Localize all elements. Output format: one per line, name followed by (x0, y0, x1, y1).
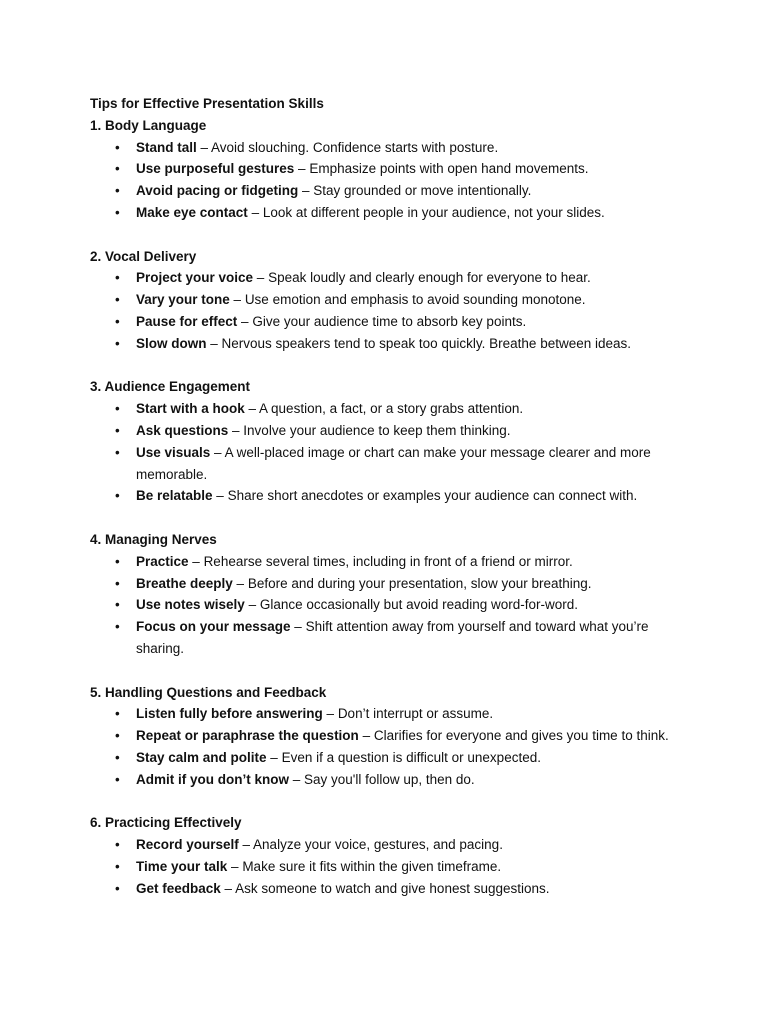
item-description: Before and during your presentation, slow your breathing. (247, 575, 592, 591)
bullet-list (90, 398, 700, 507)
item-description: Involve your audience to keep them thinking. (243, 422, 511, 438)
list-item (90, 551, 700, 573)
list-item (90, 158, 700, 180)
item-description: Ask someone to watch and give honest suggestions. (235, 880, 550, 896)
item-description: Stay grounded or move intentionally. (313, 183, 532, 199)
item-dash: – (229, 292, 245, 308)
item-description: A well-placed image or chart can make your message clearer and more memorable. (136, 444, 651, 482)
item-description: Give your audience time to absorb key points. (252, 313, 527, 329)
section (90, 682, 700, 791)
item-dash: – (206, 335, 222, 351)
item-description: Shift attention away from yourself and toward what you’re sharing. (136, 619, 649, 656)
item-term: Use notes wisely (136, 597, 245, 613)
bullet-list (90, 703, 700, 790)
section-heading: 5. Handling Questions and Feedback (90, 684, 327, 700)
list-item (90, 856, 700, 878)
bullet-icon: • (115, 749, 120, 765)
item-term: Pause for effect (136, 313, 238, 329)
item-term: Be relatable (136, 488, 213, 504)
bullet-icon: • (115, 488, 120, 504)
item-description: Nervous speakers tend to speak too quickly. Breathe between ideas. (221, 335, 632, 351)
list-item (90, 202, 700, 224)
item-dash: – (288, 771, 304, 787)
item-term: Listen fully before answering (136, 706, 323, 722)
item-description: Analyze your voice, gestures, and pacing. (253, 837, 503, 853)
item-dash: – (232, 575, 248, 591)
item-dash: – (290, 619, 306, 635)
item-description: Rehearse several times, including in front of a friend or mirror. (203, 553, 573, 569)
item-term: Project your voice (136, 270, 254, 286)
list-item (90, 616, 700, 660)
item-dash: – (210, 444, 225, 460)
list-item (90, 769, 700, 791)
item-dash: – (228, 422, 244, 438)
item-description: Avoid slouching. Confidence starts with posture. (211, 139, 499, 155)
item-dash: – (298, 183, 314, 199)
item-dash: – (244, 401, 260, 417)
section (90, 115, 700, 224)
item-term: Focus on your message (136, 619, 291, 635)
item-description: Use emotion and emphasis to avoid sounding monotone. (244, 292, 586, 308)
item-description: Glance occasionally but avoid reading word-for-word. (259, 597, 578, 613)
item-description: Emphasize points with open hand movements. (309, 161, 589, 177)
bullet-list (90, 137, 700, 224)
bullet-icon: • (115, 183, 120, 199)
sections-container (90, 115, 700, 900)
item-dash: – (227, 858, 243, 874)
list-item (90, 267, 700, 289)
item-dash: – (322, 706, 338, 722)
bullet-icon: • (115, 597, 120, 613)
item-dash: – (237, 313, 253, 329)
document-title: Tips for Effective Presentation Skills (90, 96, 324, 111)
list-item (90, 725, 700, 747)
section (90, 246, 700, 355)
list-item (90, 311, 700, 333)
bullet-icon: • (115, 161, 120, 177)
bullet-icon: • (115, 706, 120, 722)
section (90, 529, 700, 660)
bullet-icon: • (115, 444, 120, 460)
item-term: Slow down (136, 335, 207, 351)
item-term: Avoid pacing or fidgeting (136, 183, 299, 199)
item-dash: – (220, 880, 236, 896)
section (90, 376, 700, 507)
item-term: Repeat or paraphrase the question (136, 728, 359, 744)
item-description: Look at different people in your audience, not your slides. (262, 204, 605, 220)
item-dash: – (196, 139, 212, 155)
item-term: Practice (136, 553, 189, 569)
bullet-list (90, 551, 700, 660)
item-term: Get feedback (136, 880, 221, 896)
list-item (90, 333, 700, 355)
item-dash: – (244, 597, 260, 613)
item-term: Stand tall (136, 139, 197, 155)
item-term: Record yourself (136, 837, 239, 853)
bullet-list (90, 267, 700, 354)
list-item (90, 594, 700, 616)
list-item (90, 420, 700, 442)
bullet-icon: • (115, 553, 120, 569)
item-dash: – (294, 161, 310, 177)
bullet-icon: • (115, 292, 120, 308)
bullet-icon: • (115, 204, 120, 220)
bullet-icon: • (115, 139, 120, 155)
item-description: Make sure it fits within the given timeframe. (242, 858, 502, 874)
bullet-icon: • (115, 270, 120, 286)
item-term: Vary your tone (136, 292, 230, 308)
bullet-icon: • (115, 728, 120, 744)
section-heading: 2. Vocal Delivery (90, 248, 197, 264)
item-dash: – (358, 728, 374, 744)
item-dash: – (212, 488, 228, 504)
item-term: Stay calm and polite (136, 749, 267, 765)
list-item (90, 834, 700, 856)
item-dash: – (266, 749, 282, 765)
item-term: Admit if you don’t know (136, 771, 289, 787)
item-dash: – (238, 837, 254, 853)
list-item (90, 137, 700, 159)
list-item (90, 747, 700, 769)
list-item (90, 398, 700, 420)
bullet-icon: • (115, 313, 120, 329)
item-term: Time your talk (136, 858, 228, 874)
section-heading: 6. Practicing Effectively (90, 815, 242, 831)
item-dash: – (188, 553, 204, 569)
bullet-icon: • (115, 401, 120, 417)
item-term: Make eye contact (136, 204, 248, 220)
item-description: Speak loudly and clearly enough for everyone to hear. (268, 270, 591, 286)
bullet-icon: • (115, 771, 120, 787)
document-page (90, 93, 700, 899)
item-description: Don’t interrupt or assume. (337, 706, 494, 722)
list-item (90, 703, 700, 725)
section-heading: 4. Managing Nerves (90, 531, 217, 547)
list-item (90, 442, 700, 486)
item-description: Even if a question is difficult or unexpected. (281, 749, 541, 765)
item-description: Clarifies for everyone and gives you time to think. (373, 728, 669, 744)
item-description: Share short anecdotes or examples your audience can connect with. (227, 488, 638, 504)
item-term: Use purposeful gestures (136, 161, 295, 177)
bullet-icon: • (115, 575, 120, 591)
bullet-icon: • (115, 422, 120, 438)
bullet-list (90, 834, 700, 899)
item-term: Use visuals (136, 444, 211, 460)
bullet-icon: • (115, 335, 120, 351)
item-dash: – (253, 270, 269, 286)
item-term: Breathe deeply (136, 575, 233, 591)
bullet-icon: • (115, 619, 120, 635)
list-item (90, 485, 700, 507)
item-description: A question, a fact, or a story grabs attention. (259, 401, 524, 417)
bullet-icon: • (115, 880, 120, 896)
list-item (90, 878, 700, 900)
list-item (90, 573, 700, 595)
bullet-icon: • (115, 837, 120, 853)
section-heading: 3. Audience Engagement (90, 379, 251, 395)
item-term: Ask questions (136, 422, 229, 438)
bullet-icon: • (115, 858, 120, 874)
section-heading: 1. Body Language (90, 117, 207, 133)
list-item (90, 180, 700, 202)
item-dash: – (247, 204, 263, 220)
item-term: Start with a hook (136, 401, 245, 417)
section (90, 812, 700, 899)
item-description: Say you'll follow up, then do. (304, 771, 475, 787)
list-item (90, 289, 700, 311)
